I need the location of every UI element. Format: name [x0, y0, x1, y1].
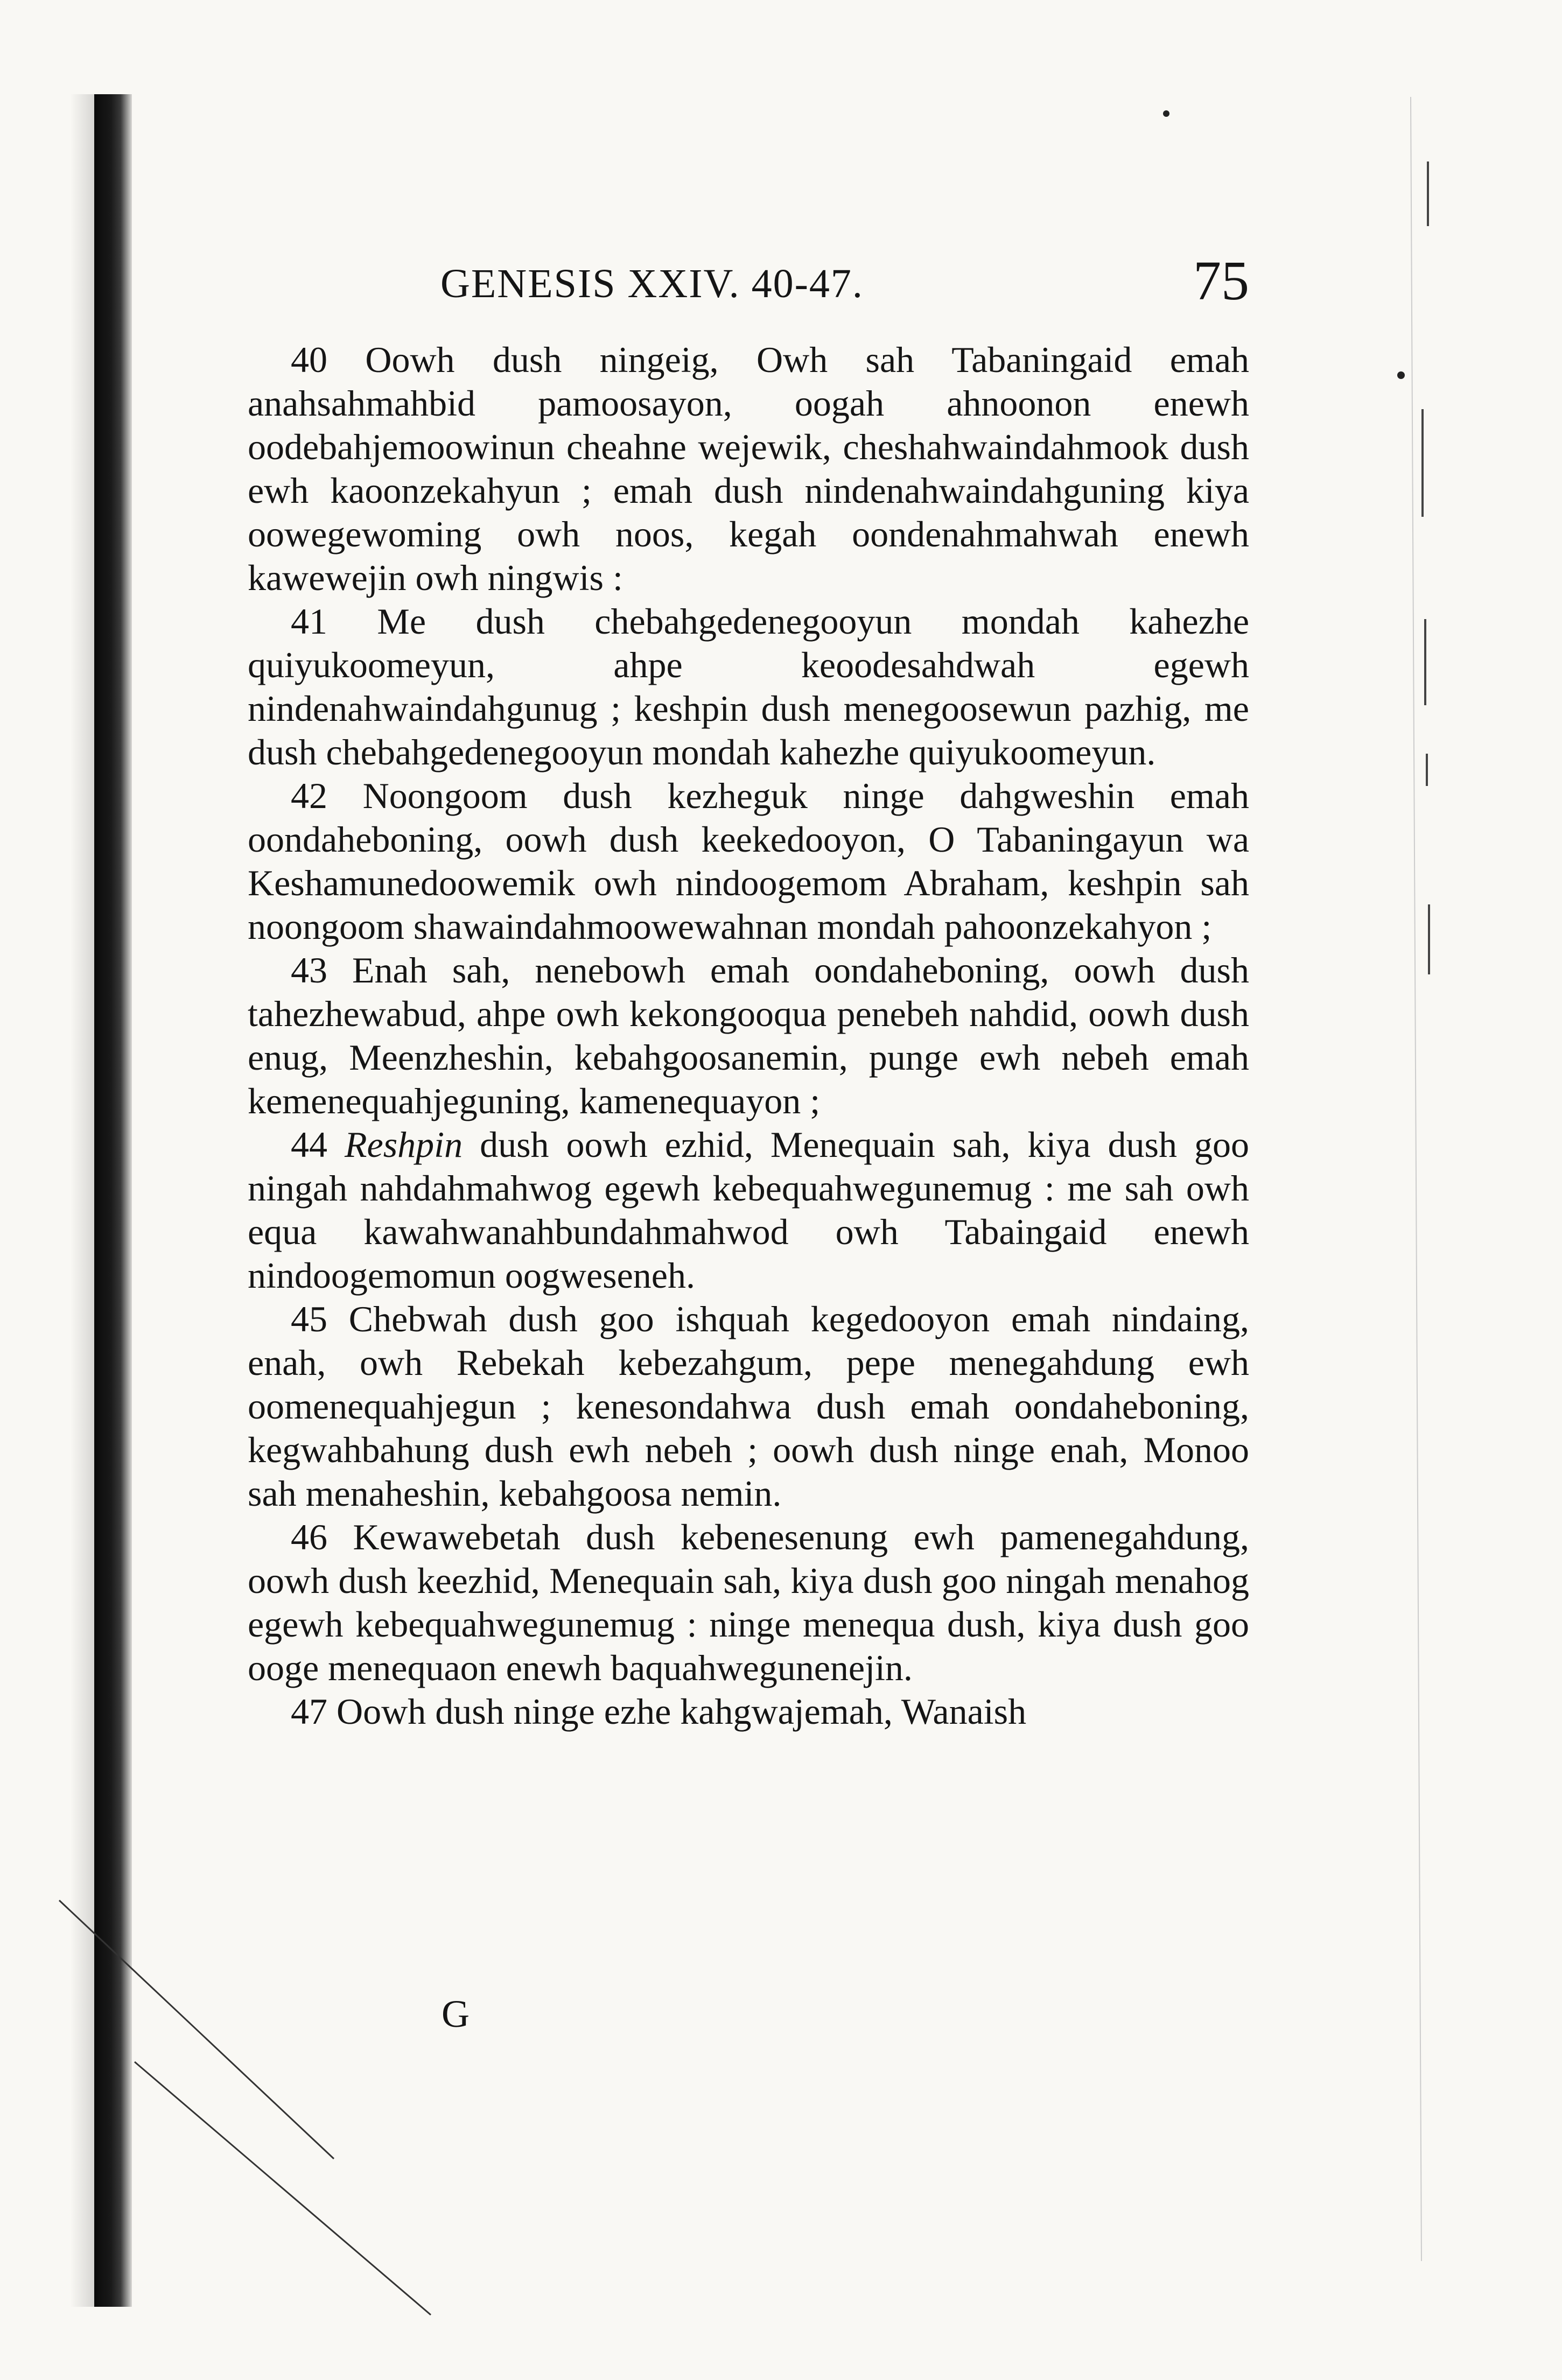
verse-41: 41 Me dush chebahgedenegooyun mondah kahezhe quiyukoomeyun, ahpe keoodesahdwah egewh nindenahwaindahgunug ; keshpin dush menegoosewun pazhig, me dush chebahgedenegooyun mondah kahezhe quiyukoomeyun. [248, 601, 1249, 773]
running-title: GENESIS XXIV. 40-47. [440, 261, 864, 306]
signature-mark: G [442, 1992, 470, 2035]
verse-text: dush oowh ezhid, Menequain sah, kiya dush goo ningah nahdahmahwog egewh kebequahwegunemug : me sah owh equa kawahwanahbundahmahwod owh Tabaingaid enewh nindoogemomun oogweseneh. [248, 1124, 1249, 1296]
margin-mark [1427, 162, 1429, 226]
binding-edge [94, 94, 132, 2307]
margin-mark [1424, 619, 1426, 705]
ink-speck [1163, 110, 1169, 117]
verse-44 [248, 1123, 1249, 1297]
running-head [248, 250, 1249, 323]
page-number: 75 [1193, 250, 1249, 312]
verse-45: 45 Chebwah dush goo ishquah kegedooyon emah nindaing, enah, owh Rebekah kebezahgum, pepe menegahdung ewh oomenequahjegun ; kenesondahwa dush emah oondaheboning, kegwahbahung dush ewh nebeh ; oowh dush ninge enah, Monoo sah menaheshin, kebahgoosa nemin. [248, 1298, 1249, 1514]
verse-42: 42 Noongoom dush kezheguk ninge dahgweshin emah oondaheboning, oowh dush keekedooyon, O Tabaningayun wa Keshamunedoowemik owh nindoogemom Abraham, keshpin sah noongoom shawaindahmoowewahnan mondah pahoonzekahyon ; [248, 775, 1249, 947]
verse-40: 40 Oowh dush ningeig, Owh sah Tabaningaid emah anahsahmahbid pamoosayon, oogah ahnoonon enewh oodebahjemoowinun cheahne wejewik, cheshahwaindahmook dush ewh kaoonzekahyun ; emah dush nindenahwaindahguning kiya oowegewoming owh noos, kegah oondenahmahwah enewh kawewejin owh ningwis : [248, 339, 1249, 598]
margin-mark [1421, 409, 1424, 517]
verse-43: 43 Enah sah, nenebowh emah oondaheboning, oowh dush tahezhewabud, ahpe owh kekongooqua penebeh nahdid, oowh dush enug, Meenzheshin, kebahgoosanemin, punge ewh nebeh emah kemenequahjeguning, kamenequayon ; [248, 950, 1249, 1121]
ink-speck [1397, 371, 1405, 379]
text-block [248, 338, 1249, 1733]
margin-mark [1426, 754, 1428, 786]
margin-mark [1428, 904, 1430, 974]
verse-number: 44 [291, 1124, 327, 1165]
verse-46: 46 Kewawebetah dush kebenesenung ewh pamenegahdung, oowh dush keezhid, Menequain sah, kiya dush goo ningah menahog egewh kebequahwegunemug : ninge menequa dush, kiya dush goo ooge menequaon enewh baquahwegunenejin. [248, 1517, 1249, 1688]
verse-47: 47 Oowh dush ninge ezhe kahgwajemah, Wanaish [291, 1691, 1027, 1732]
italic-word: Reshpin [345, 1124, 463, 1165]
